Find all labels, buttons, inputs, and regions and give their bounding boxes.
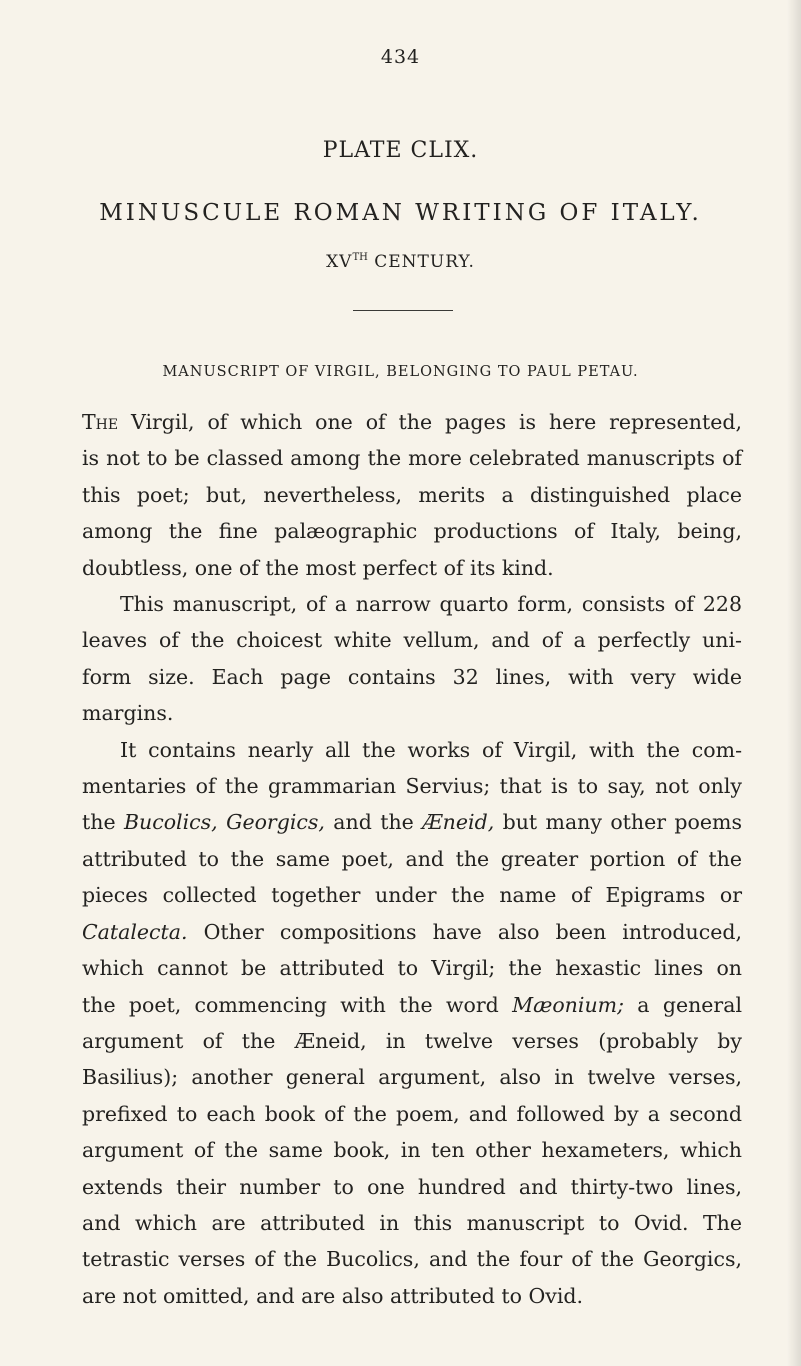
text-line: argument of the Æneid, in twelve verses (probably by [82, 1028, 742, 1053]
text-line: is not to be classed among the more celebrated manuscripts of [82, 446, 742, 471]
text-line: pieces collected together under the name of Epigrams or [82, 883, 742, 908]
word-maeonium: Mæonium; [512, 992, 624, 1017]
text-line: among the fine palæographic productions of Italy, being, [82, 519, 742, 544]
plate-title: PLATE CLIX. [322, 138, 479, 163]
text-line: the poet, commencing with the word Mæonium; a general [82, 992, 742, 1017]
century-heading [0, 252, 801, 272]
text-line: prefixed to each book of the poem, and followed by a second [82, 1101, 742, 1126]
text-line: attributed to the same poet, and the greater portion of the [82, 846, 742, 871]
text-line: margins. [82, 701, 174, 726]
page-number: 434 [380, 46, 421, 68]
text-line: Basilius); another general argument, also in twelve verses, [82, 1065, 742, 1090]
text-line: Catalecta. Other compositions have also been introduced, [82, 919, 742, 944]
title-catalecta: Catalecta. [82, 919, 188, 944]
text-line: The Virgil, of which one of the pages is here represented, [82, 410, 742, 434]
text-line: are not omitted, and are also attributed to Ovid. [82, 1283, 584, 1308]
text-line: this poet; but, nevertheless, merits a distinguished place [82, 482, 742, 507]
text-line: the Bucolics, Georgics, and the Æneid, but many other poems [82, 810, 742, 835]
paragraph-1 [82, 404, 742, 586]
text-line: doubtless, one of the most perfect of its kind. [82, 555, 554, 580]
paragraph-3 [82, 732, 742, 1315]
text-line: mentaries of the grammarian Servius; that is to say, not only [82, 774, 742, 799]
title-aeneid: Æneid, [422, 810, 495, 835]
paragraph-2 [82, 586, 742, 732]
title-bucolics: Bucolics, [123, 810, 218, 835]
text-line: which cannot be attributed to Virgil; the hexastic lines on [82, 956, 742, 981]
opening-word: The [82, 410, 119, 434]
divider-rule [353, 310, 453, 311]
text-line: argument of the same book, in ten other hexameters, which [82, 1138, 742, 1163]
century-suffix: TH [352, 252, 368, 263]
title-georgics: Georgics, [226, 810, 325, 835]
century-word: CENTURY. [374, 252, 475, 272]
text-line: This manuscript, of a narrow quarto form, consists of 228 [120, 592, 742, 617]
text-line: and which are attributed in this manuscript to Ovid. The [82, 1210, 742, 1235]
century-numeral: XV [326, 252, 353, 272]
text-line: tetrastic verses of the Bucolics, and the four of the Georgics, [82, 1247, 742, 1272]
manuscript-caption: MANUSCRIPT OF VIRGIL, BELONGING TO PAUL PETAU. [162, 364, 639, 380]
text-line: leaves of the choicest white vellum, and of a perfectly uni- [82, 628, 742, 653]
text-line: extends their number to one hundred and thirty-two lines, [82, 1174, 742, 1199]
text-line: It contains nearly all the works of Virgil, with the com- [120, 737, 742, 762]
body-text [82, 404, 742, 1314]
subject-title: MINUSCULE ROMAN WRITING OF ITALY. [99, 200, 702, 226]
text-line: form size. Each page contains 32 lines, with very wide [82, 664, 742, 689]
